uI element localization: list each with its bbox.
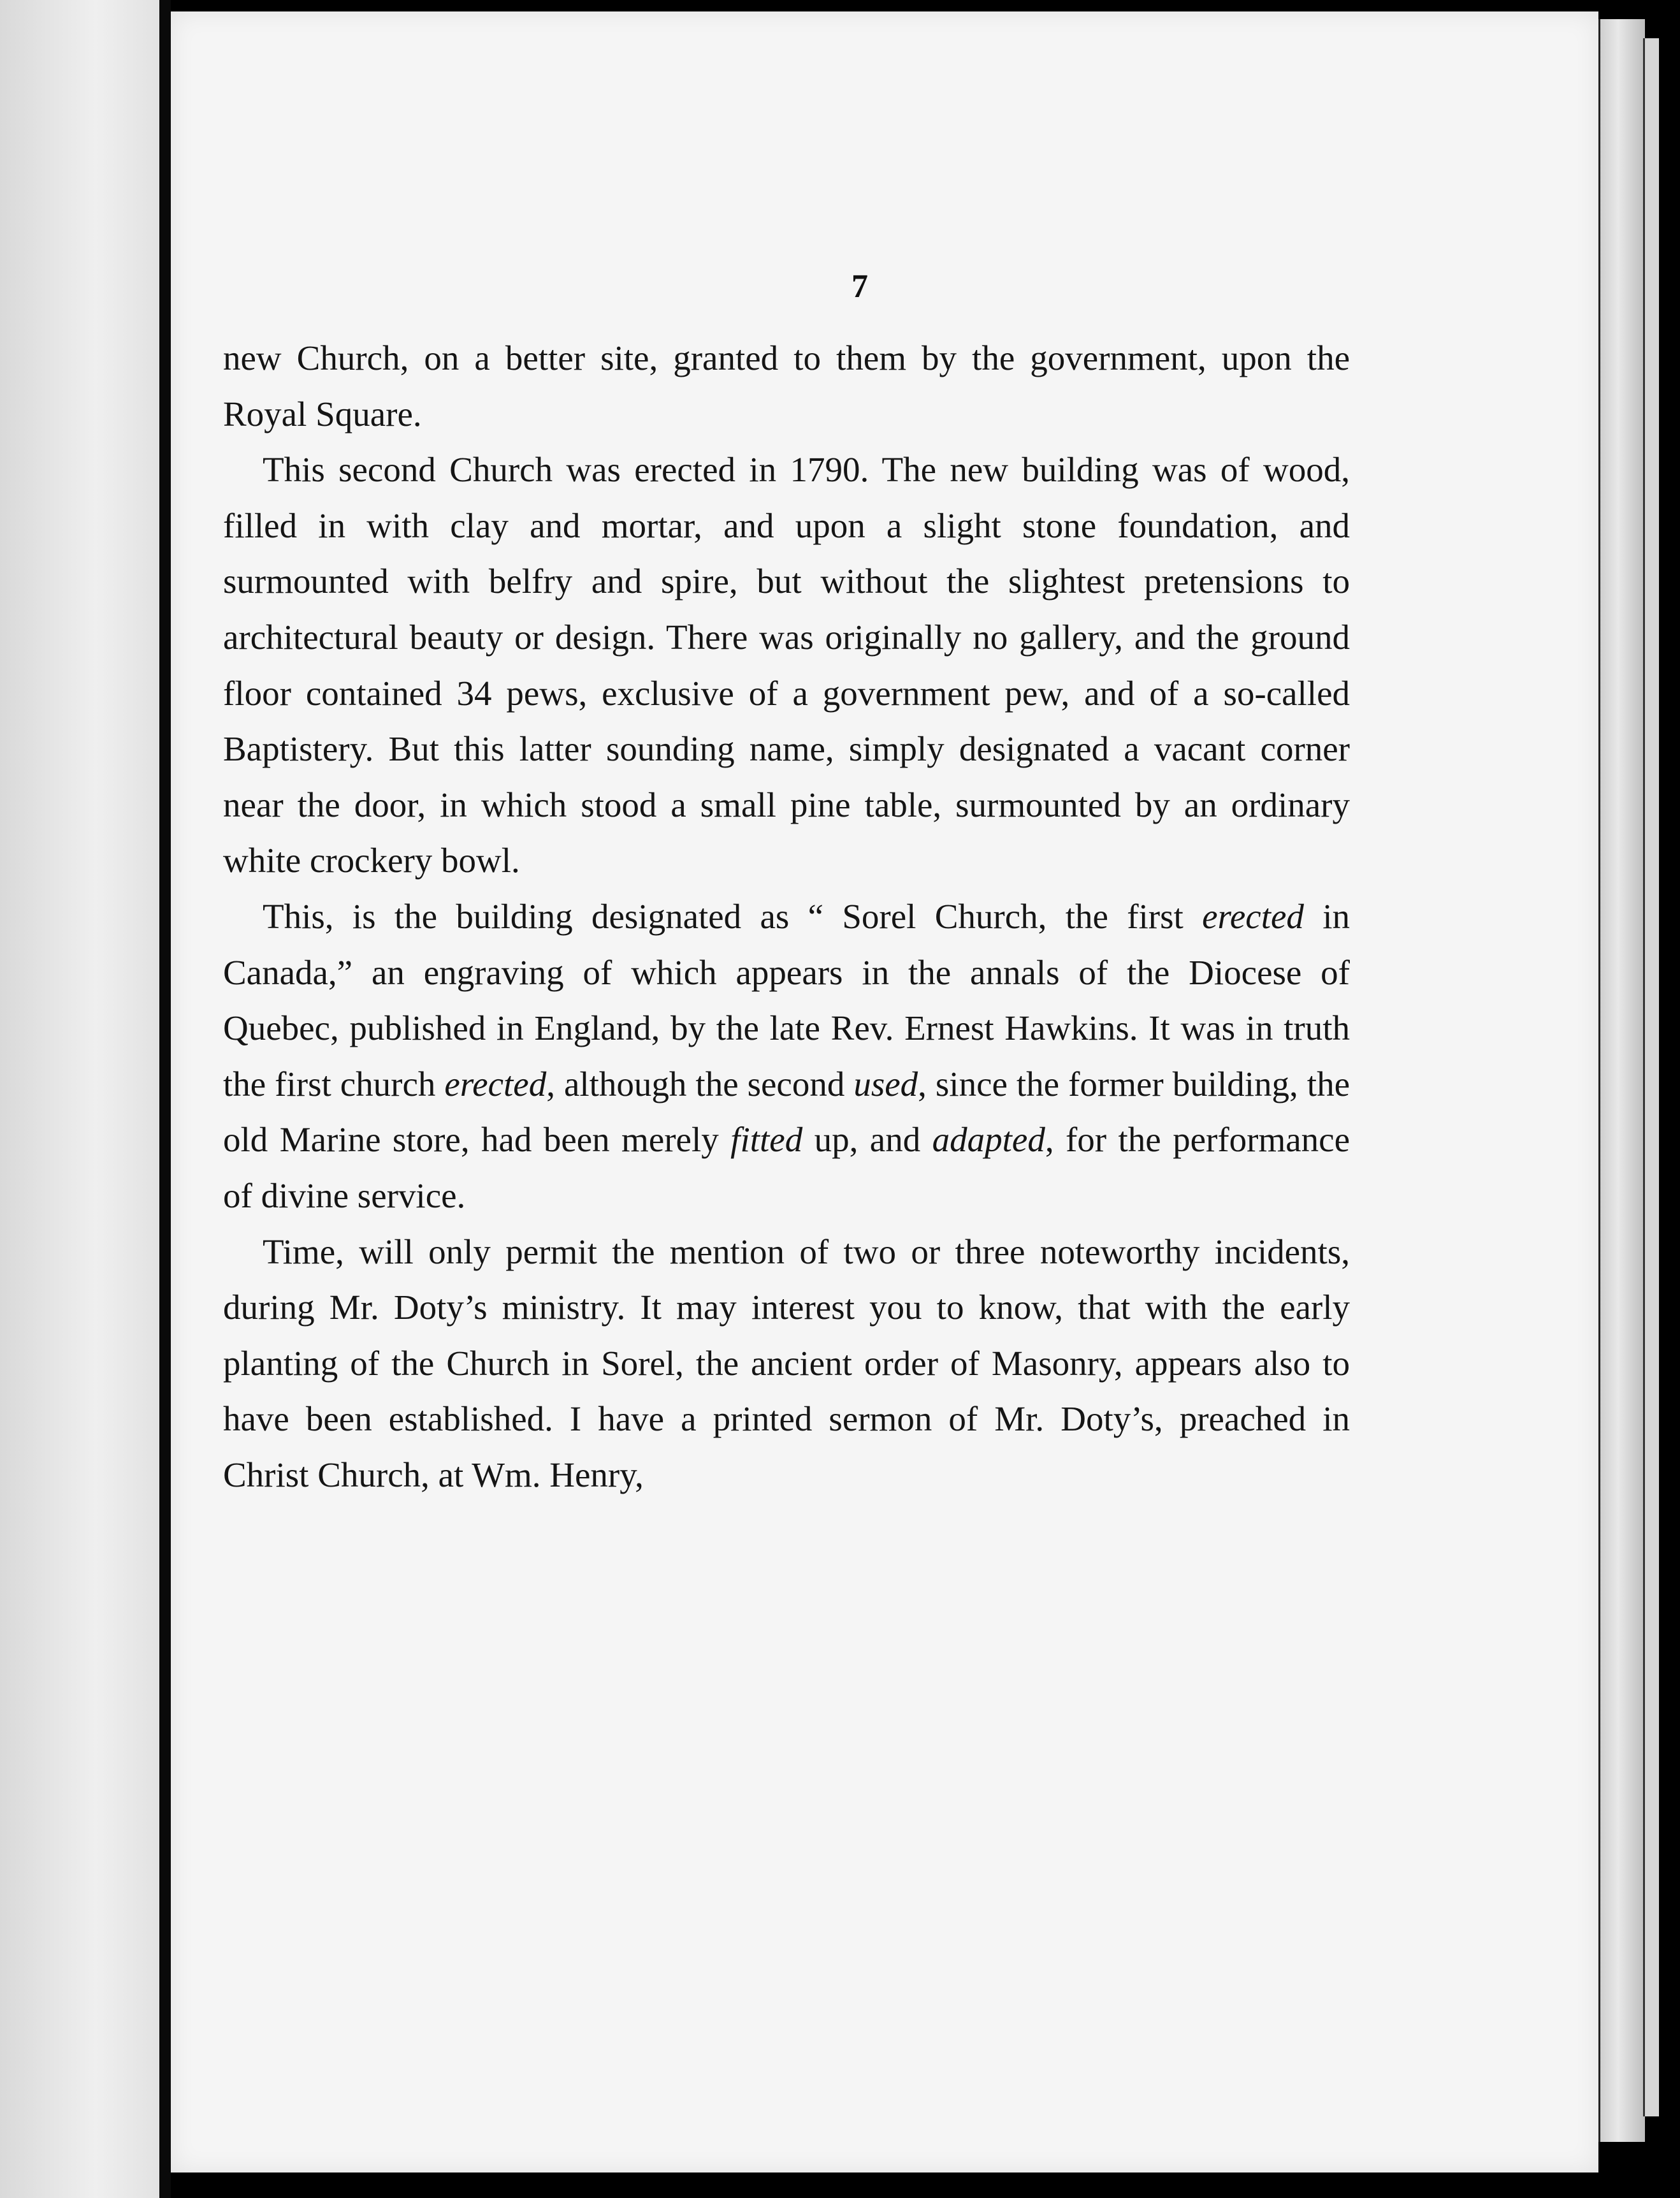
body-text <box>223 330 1350 1886</box>
paragraph <box>223 1224 1350 1503</box>
paragraph <box>223 442 1350 889</box>
paragraph <box>223 330 1350 442</box>
page-edge <box>1598 19 1645 2142</box>
italic-text: used <box>853 1064 918 1103</box>
facing-page <box>0 0 159 2198</box>
paragraph <box>223 889 1350 1224</box>
text-run: This, is the building designated as “ Sorel Church, the first <box>263 896 1203 936</box>
text-run: This second Church was erected in 1790. The new building was of wood, filled in with clay and mortar, and upon a slight stone foundation, and surmounted with belfry and spire, but without the slightest pretensions to architectural beauty or design. There was originally no gallery, and the ground floor contained 34 pews, exclusive of a government pew, and of a so-called Baptistery. But this latter sounding name, simply designated a vacant corner near the door, in which stood a small pine table, surmounted by an ordinary white crockery bowl. <box>223 450 1350 880</box>
book-gutter <box>159 0 171 2198</box>
text-run: new Church, on a better site, granted to them by the government, upon the Royal Square. <box>223 338 1350 433</box>
page-edge-inner <box>1643 38 1659 2116</box>
italic-text: adapted <box>932 1120 1045 1160</box>
text-run: up, and <box>802 1120 932 1160</box>
italic-text: erected <box>444 1064 547 1103</box>
text-run: in Canada,” an engraving of which appears in the annals of the Diocese of Quebec, published in England, by the late Rev. Ernest Hawkins. It was in truth the first church <box>223 896 1350 1103</box>
italic-text: erected <box>1202 896 1304 936</box>
page-number: 7 <box>851 268 868 305</box>
italic-text: fitted <box>730 1120 803 1160</box>
text-run: Time, will only permit the mention of two or three noteworthy incidents, during Mr. Doty’s ministry. It may interest you to know, that with the early planting of the Church in Sorel, the ancient order of Masonry, appears also to have been established. I have a printed sermon of Mr. Doty’s, preached in Christ Church, at Wm. Henry, <box>223 1232 1350 1494</box>
text-run: , for the performance of divine service. <box>223 1120 1350 1215</box>
text-run: , since the former building, the old Marine store, had been merely <box>223 1064 1350 1160</box>
text-run: , although the second <box>546 1064 854 1103</box>
